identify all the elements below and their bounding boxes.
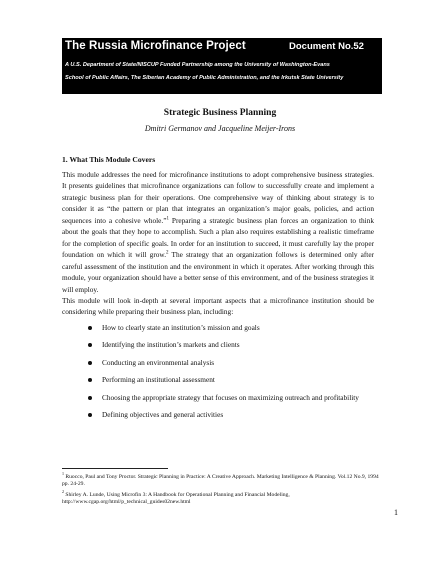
footnote-divider (62, 468, 168, 469)
footnotes (62, 470, 382, 506)
list-item: Identifying the institution’s markets and clients (62, 339, 374, 350)
document-body (62, 169, 374, 421)
header-banner (62, 38, 382, 94)
list-item: Choosing the appropriate strategy that focuses on maximizing outreach and profitability (62, 392, 374, 403)
bullet-icon (88, 413, 92, 417)
aspects-paragraph: This module will look in-depth at several important aspects that a microfinance institution should be considering while preparing their business plan, including: (62, 295, 374, 317)
footnote-2: $^2$ Shirley A. Lunde, Using Microfin 3: A Handbook for Operational Planning and Financial Modeling, (62, 488, 290, 498)
intro-text-a: This module addresses the need for microfinance institutions to adopt comprehensive business strategies. It presents guidelines that microfinance organizations can follow to successfully create and implement a strategic business plan for their operations. One comprehensive way of thinking about strategy is to consider it as “the pattern or plan that integrates an organization’s major goals, policies, and action sequences into a cohesive whole.” (62, 170, 374, 225)
intro-text-c: The strategy that an organization follows is determined only after careful assessment of the institution and the environment in which it operates. After working through this module, your organization should have a better sense of this environment, and of the business strategies it will employ. (62, 250, 374, 294)
footnote-2-url[interactable]: http://www.cgap.org/html/p_technical_guides02new.html (62, 498, 191, 505)
list-item: Conducting an environmental analysis (62, 357, 374, 368)
school-line: School of Public Affairs, The Siberian Academy of Public Administration, and the Irkutsk State University (65, 75, 344, 81)
partnership-line: A U.S. Department of State/NISCUP Funded Partnership among the University of Washington-Evans (65, 62, 330, 68)
document-number: Document No.52 (289, 41, 364, 52)
footnote-1: $^1$ Ruocco, Paul and Tony Proctor. Strategic Planning in Practice: A Creative Approach. Marketing Intelligence & Planning. Vol.12 No.9, 1994 pp. 24-29. (62, 471, 379, 487)
page-number: 1 (394, 508, 398, 517)
bullet-icon (88, 396, 92, 400)
document-authors: Dmitri Germanov and Jacqueline Meijer-Irons (144, 124, 296, 133)
footnote-ref-2[interactable]: 2 (166, 250, 169, 256)
bullet-icon (88, 361, 92, 365)
bullet-icon (88, 343, 92, 347)
intro-text-b: Preparing a strategic business plan forces an organization to think about the goals that they hope to accomplish. Such a plan also requires establishing a realistic timeframe for the completion of specific goals. In order for an institution to succeed, it must carefully lay the proper foundation on which it will grow. (62, 215, 374, 260)
list-item: How to clearly state an institution’s mission and goals (62, 322, 374, 333)
aspects-list (62, 322, 374, 421)
project-title: The Russia Microfinance Project (65, 40, 246, 52)
footnote-ref-1[interactable]: 1 (166, 216, 169, 222)
list-item: Performing an institutional assessment (62, 374, 374, 385)
bullet-icon (88, 326, 92, 330)
intro-paragraph (62, 169, 374, 295)
bullet-icon (88, 378, 92, 382)
document-title: Strategic Business Planning (163, 108, 277, 118)
section-heading: 1. What This Module Covers (62, 155, 156, 164)
list-item: Defining objectives and general activities (62, 409, 374, 420)
